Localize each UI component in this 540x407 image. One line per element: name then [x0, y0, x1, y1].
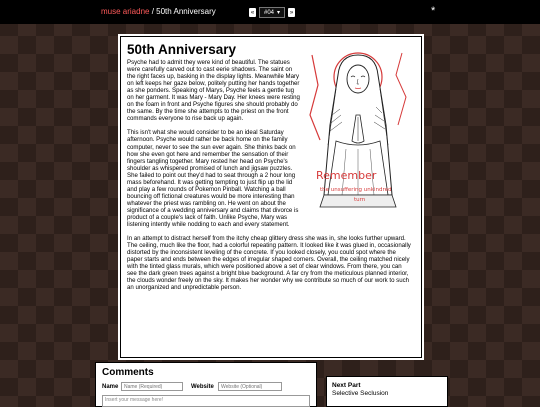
art-caption-remember: Remember: [316, 169, 377, 182]
message-input[interactable]: Insert your message here!: [102, 395, 310, 407]
issue-pager: [249, 7, 295, 18]
comments-section: [95, 362, 317, 407]
post-title: 50th Anniversary: [127, 42, 237, 57]
top-bar: [0, 0, 540, 24]
chevron-down-icon: ▾: [277, 10, 281, 16]
website-input[interactable]: [218, 382, 282, 391]
prev-page-button[interactable]: «: [250, 9, 255, 16]
issue-select[interactable]: [259, 7, 285, 18]
breadcrumb-separator: /: [149, 7, 157, 16]
site-name-link[interactable]: muse ariadne: [101, 7, 150, 16]
art-caption-line-3: turn: [354, 197, 366, 203]
name-label: Name: [102, 384, 119, 390]
art-caption-line-2: the unsuffering unkindred: [320, 187, 392, 193]
story-card: [120, 36, 422, 358]
post-paragraph-2: This isn't what she would consider to be an ideal Saturday afternoon. Psyche would rather be back home on the family computer, never to see the sun ever again. She thinks back on how she even got here and remember the sensation of their fingers tangling together. Mary rested her head on Psyche's shoulder as whispered promised of lunch and jigsaw puzzles. She failed to point out they'd had to seat through a 2 hour long mass beforehand. It was getting tempting to just flip up the lid and play a few rounds of Pokemon Pinball. Watching a ball bouncing off fictional creatures would be more interesting than whatever the priest was rambling on. He went on about the significance of a wedding anniversary and claims that divorce is product of a couple's lack of faith. Unlike Psyche, Mary was listening intently while nodding to each and every statement.: [127, 129, 299, 229]
next-page-button[interactable]: »: [289, 9, 294, 16]
issue-select-value: #04: [264, 9, 275, 16]
name-input[interactable]: [121, 382, 183, 391]
next-part-link[interactable]: Selective Seclusion: [332, 390, 389, 397]
website-label: Website: [191, 384, 214, 390]
breadcrumb: [101, 7, 216, 16]
post-paragraph-3: In an attempt to distract herself from the itchy cheap glittery dress she was in, she looks further upward. The ceiling, much like the floor, had a colorful repeating pattern. It looked like it was glued in, occasionally distorted by the inconsistent leveling of the concrete. If you looked closely, you could spot where the paper starts and ends between the edges of irregular shaped corners. Overall, the ceiling matched nicely with the tinted glass murals, which were positioned above a set of clear windows. From there, you can see the dark green trees against a bright blue background. A far cry from the meticulous planned interior, the clouds wonder freely on the sky. It makes her wonder why we contribute so much of our work to such an unorganized and unpredictable person.: [127, 235, 411, 292]
breadcrumb-page-title: 50th Anniversary: [156, 7, 216, 16]
post-paragraph-1: Psyche had to admit they were kind of beautiful. The statues were carefully carved out to cast eerie shadows. The saint on the right faces up, basking in the display lights. Meanwhile Mary on left keeps her gaze below, politely putting her hands together as she ponders. Speaking of Marys, Psyche feels a gentle tug on her garment. It was Mary - Mary Day. Her knees were resting on the foam in front and Psyche figures she should probably do the same. By the time she attempts to the priest on the front commands everyone to rise back up again.: [127, 59, 300, 123]
next-part-panel: [326, 376, 448, 407]
comments-heading: Comments: [102, 367, 154, 378]
post-body: [127, 59, 413, 298]
star-icon[interactable]: *: [431, 5, 436, 17]
next-part-heading: Next Part: [332, 382, 361, 389]
